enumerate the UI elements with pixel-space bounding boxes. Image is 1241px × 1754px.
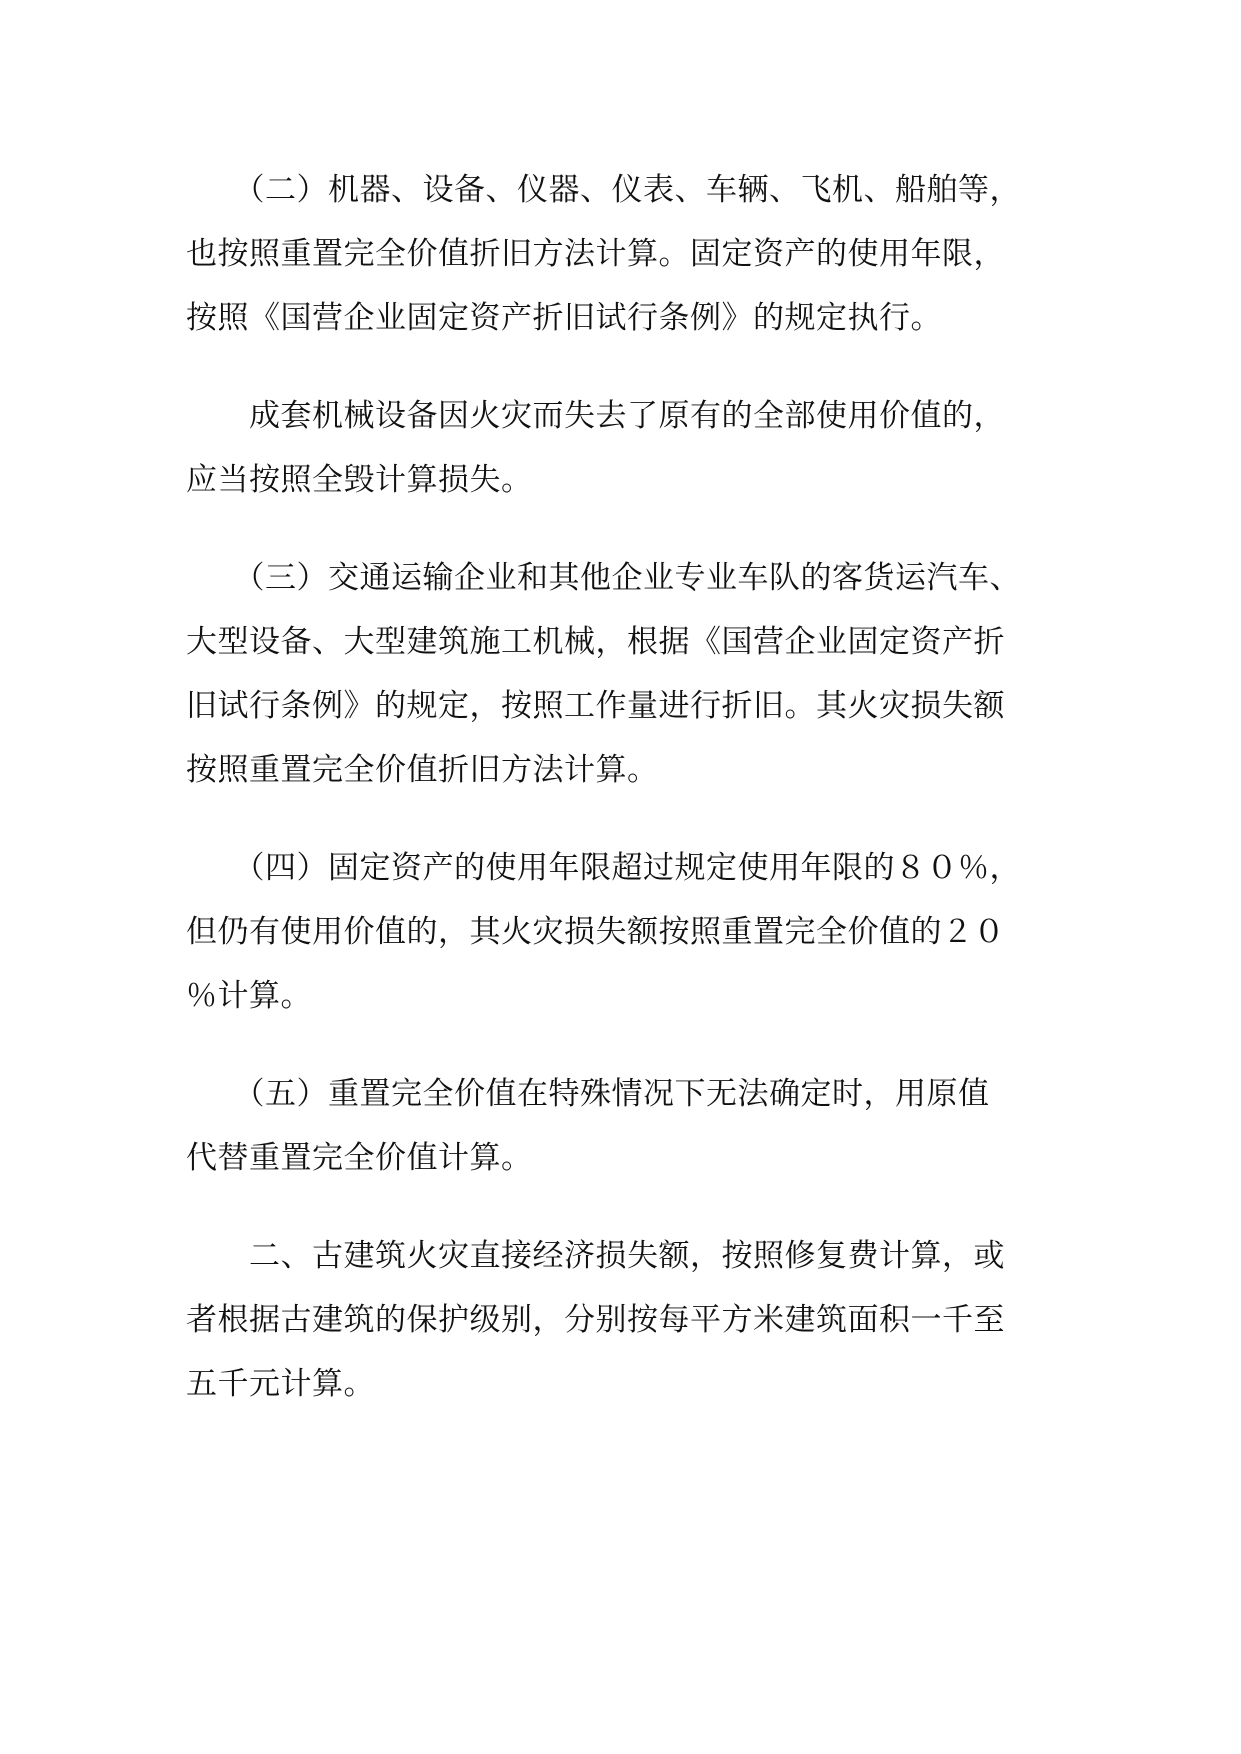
text-line: ％计算。	[186, 978, 312, 1014]
text-line: 应当按照全毁计算损失。	[186, 462, 533, 498]
paragraph-item-5-original-value	[186, 1062, 1062, 1190]
paragraph-item-3-transport	[186, 546, 1062, 802]
text-line: （二）机器、设备、仪器、仪表、车辆、飞机、船舶等，	[186, 172, 1021, 208]
paragraph-item-2-depreciation	[186, 158, 1062, 350]
text-line: 按照《国营企业固定资产折旧试行条例》的规定执行。	[186, 300, 942, 336]
text-line: 代替重置完全价值计算。	[186, 1140, 533, 1176]
text-line: 成套机械设备因火灾而失去了原有的全部使用价值的，	[186, 398, 1005, 434]
text-line: 大型设备、大型建筑施工机械，根据《国营企业固定资产折	[186, 624, 1005, 660]
paragraph-item-4-service-life	[186, 836, 1062, 1028]
text-line: 也按照重置完全价值折旧方法计算。固定资产的使用年限，	[186, 236, 1005, 272]
paragraph-ancient-buildings	[186, 1224, 1062, 1416]
paragraph-complete-loss	[186, 384, 1062, 512]
text-line: （四）固定资产的使用年限超过规定使用年限的８０％，	[186, 850, 1021, 886]
text-line: 按照重置完全价值折旧方法计算。	[186, 752, 659, 788]
text-line: 五千元计算。	[186, 1366, 375, 1402]
text-line: （三）交通运输企业和其他企业专业车队的客货运汽车、	[186, 560, 1021, 596]
text-line: 者根据古建筑的保护级别，分别按每平方米建筑面积一千至	[186, 1302, 1005, 1338]
text-line: 但仍有使用价值的，其火灾损失额按照重置完全价值的２０	[186, 914, 1005, 950]
text-line: 旧试行条例》的规定，按照工作量进行折旧。其火灾损失额	[186, 688, 1005, 724]
text-line: 二、古建筑火灾直接经济损失额，按照修复费计算，或	[186, 1238, 1005, 1274]
document-body	[186, 158, 1062, 1450]
text-line: （五）重置完全价值在特殊情况下无法确定时，用原值	[186, 1076, 990, 1112]
